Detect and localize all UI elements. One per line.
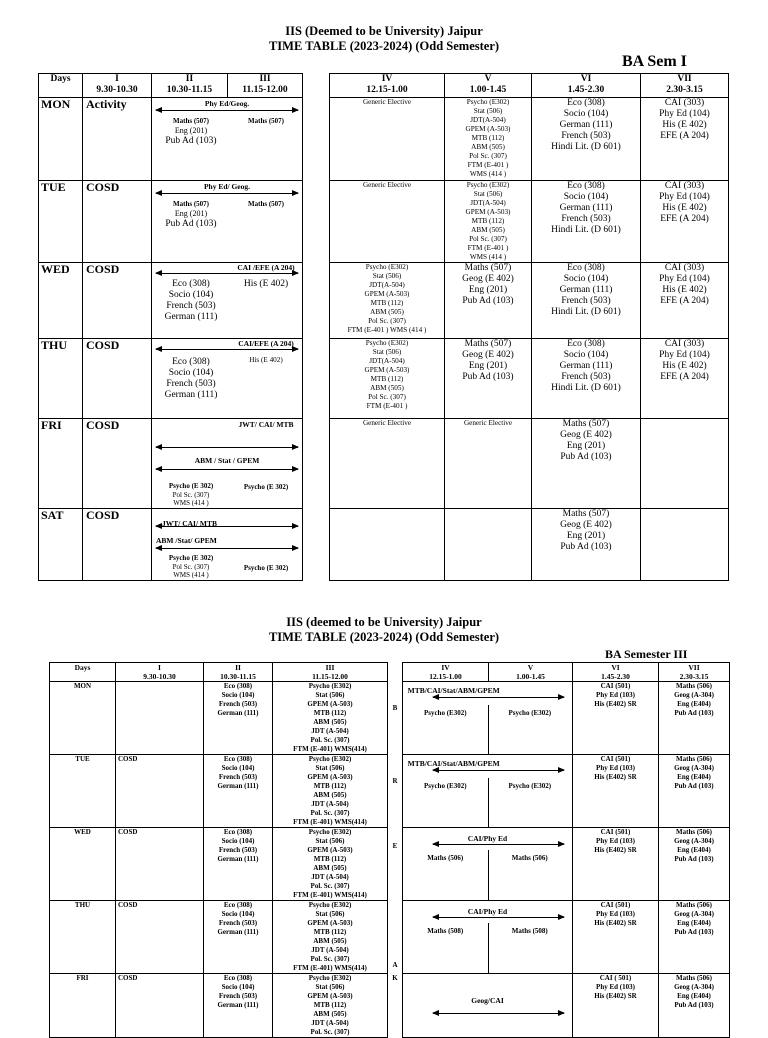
day-label: MON — [39, 98, 83, 181]
day-label: FRI — [39, 419, 83, 509]
period-3-course: His (E 402) — [243, 279, 289, 289]
period-4-cell: Psycho (E302) Stat (506) JDT(A-504) GPEM (A-503) MTB (112) ABM (505) Pol Sc. (307) FTM (E-401 ) WMS (414 ) — [330, 263, 445, 339]
day-row — [50, 828, 730, 901]
arrow-label: MTB/CAI/Stat/ABM/GPEM — [407, 759, 500, 768]
period-3-course: His (E 402) — [249, 356, 283, 364]
period-2-3-cell — [152, 419, 303, 509]
day-row — [50, 755, 730, 828]
break-letter: A — [392, 960, 398, 969]
period-3-cell: Psycho (E302) Stat (506) GPEM (A-503) MTB (112) ABM (505) JDT (A-504) Pol. Sc. (307) FTM (E-401) WMS(414) — [273, 682, 388, 755]
period-4-cell: Generic Elective — [330, 98, 445, 181]
period-2-3-cell — [152, 181, 303, 263]
period-2-courses: Eco (308) Socio (104) French (503) German (111) — [164, 279, 218, 322]
period-6-cell: CAI (501) Phy Ed (103) His (E402) SR — [573, 755, 659, 828]
day-row — [50, 682, 730, 755]
period-3-cell: Psycho (E302) Stat (506) GPEM (A-503) MTB (112) ABM (505) JDT (A-504) Pol. Sc. (307) — [273, 974, 388, 1038]
period-6-cell: Eco (308) Socio (104) German (111) French (503) Hindi Lit. (D 601) — [532, 263, 641, 339]
semester-label: BA Semester III — [605, 647, 688, 661]
period-4-course: Psycho (E302) — [423, 709, 467, 717]
break-column — [303, 419, 330, 509]
day-row — [39, 98, 729, 181]
day-label: THU — [50, 901, 116, 974]
period-2-courses: Maths (507) Eng (201) Pub Ad (103) — [165, 117, 217, 147]
span-arrow — [156, 273, 298, 274]
period-header: II 10.30-11.15 — [204, 663, 273, 682]
period-7-cell: CAI (303) Phy Ed (104) His (E 402) EFE (A 204) — [641, 98, 729, 181]
period-5-course: Maths (506) — [511, 854, 548, 862]
period-6-cell: CAI ( 501) Phy Ed (103) His (E402) SR — [573, 974, 659, 1038]
day-row — [50, 974, 730, 1038]
span-arrow — [433, 1013, 564, 1014]
day-row — [50, 901, 730, 974]
period-6-cell: Maths (507) Geog (E 402) Eng (201) Pub Ad (103) — [532, 509, 641, 581]
day-label: TUE — [39, 181, 83, 263]
period-6-cell: CAI (501) Phy Ed (103) His (E402) SR — [573, 828, 659, 901]
period-2-cell: Eco (308) Socio (104) French (503) German (111) — [204, 682, 273, 755]
period-6-cell: Eco (308) Socio (104) German (111) French (503) Hindi Lit. (D 601) — [532, 339, 641, 419]
period-header: I 9.30-10.30 — [116, 663, 204, 682]
period-header: V 1.00-1.45 — [489, 663, 573, 682]
period-4-cell — [330, 509, 445, 581]
period-header: VII 2.30-3.15 — [641, 74, 729, 98]
day-label: THU — [39, 339, 83, 419]
period-7-cell: CAI (303) Phy Ed (104) His (E 402) EFE (A 204) — [641, 339, 729, 419]
university-title: IIS (Deemed to be University) Jaipur — [285, 24, 483, 38]
break-column — [388, 663, 403, 682]
period-4-5-cell — [403, 901, 573, 974]
period-5-cell: Psycho (E302) Stat (506) JDT(A-504) GPEM (A-503) MTB (112) ABM (505) Pol Sc. (307) FTM (E-401 ) WMS (414 ) — [445, 181, 532, 263]
period-4-course: Maths (506) — [427, 854, 464, 862]
period-6-cell: Eco (308) Socio (104) German (111) French (503) Hindi Lit. (D 601) — [532, 98, 641, 181]
period-1-cell — [116, 682, 204, 755]
semester-label: BA Sem I — [622, 53, 687, 70]
break-column — [303, 98, 330, 181]
break-column — [388, 901, 403, 974]
arrow-label: ABM /Stat/ GPEM — [156, 536, 217, 545]
period-4-course: Maths (508) — [427, 927, 464, 935]
break-column — [303, 181, 330, 263]
break-column — [388, 682, 403, 755]
arrow-label: Phy Ed/ Geog. — [203, 182, 251, 191]
span-arrow — [433, 844, 564, 845]
period-3-cell: Psycho (E302) Stat (506) GPEM (A-503) MTB (112) ABM (505) JDT (A-504) Pol. Sc. (307) FTM (E-401) WMS(414) — [273, 755, 388, 828]
period-4-cell: Generic Elective — [330, 419, 445, 509]
period-1-cell: COSD — [83, 263, 152, 339]
period-header: IV 12.15-1.00 — [330, 74, 445, 98]
period-header: V 1.00-1.45 — [445, 74, 532, 98]
period-header: III 11.15-12.00 — [228, 74, 303, 98]
period-3-course: Maths (507) — [248, 117, 284, 125]
day-row — [39, 181, 729, 263]
arrow-label: JWT/ CAI/ MTB — [162, 519, 218, 528]
period-7-cell: CAI (303) Phy Ed (104) His (E 402) EFE (A 204) — [641, 181, 729, 263]
period-3-course: Psycho (E 302) — [243, 483, 289, 491]
period-5-cell: Maths (507) Geog (E 402) Eng (201) Pub Ad (103) — [445, 263, 532, 339]
timetable-sem-3 — [49, 662, 730, 1038]
period-5-cell: Generic Elective — [445, 419, 532, 509]
period-4-5-cell — [403, 974, 573, 1038]
period-7-cell: Maths (506) Geog (A-304) Eng (E404) Pub Ad (103) — [659, 755, 730, 828]
period-2-cell: Eco (308) Socio (104) French (503) German (111) — [204, 974, 273, 1038]
break-column — [388, 755, 403, 828]
arrow-label: JWT/ CAI/ MTB — [238, 420, 294, 429]
day-label: SAT — [39, 509, 83, 581]
break-letter: E — [392, 841, 398, 850]
period-2-cell: Eco (308) Socio (104) French (503) German (111) — [204, 901, 273, 974]
period-3-cell: Psycho (E302) Stat (506) GPEM (A-503) MTB (112) ABM (505) JDT (A-504) Pol. Sc. (307) FTM (E-401) WMS(414) — [273, 901, 388, 974]
span-arrow — [433, 697, 564, 698]
period-3-cell: Psycho (E302) Stat (506) GPEM (A-503) MTB (112) ABM (505) JDT (A-504) Pol. Sc. (307) FTM (E-401) WMS(414) — [273, 828, 388, 901]
span-arrow — [156, 349, 298, 350]
period-2-3-cell — [152, 98, 303, 181]
period-header: VI 1.45-2.30 — [573, 663, 659, 682]
period-1-cell: Activity — [83, 98, 152, 181]
period-header: II 10.30-11.15 — [152, 74, 228, 98]
arrow-label: Geog/CAI — [471, 996, 504, 1005]
day-row — [39, 509, 729, 581]
period-1-cell: COSD — [83, 509, 152, 581]
day-label: TUE — [50, 755, 116, 828]
period-7-cell: Maths (506) Geog (A-304) Eng (E404) Pub Ad (103) — [659, 974, 730, 1038]
period-4-cell: Generic Elective — [330, 181, 445, 263]
day-row — [39, 339, 729, 419]
arrow-label: MTB/CAI/Stat/ABM/GPEM — [407, 686, 500, 695]
period-2-3-cell — [152, 509, 303, 581]
days-header: Days — [50, 663, 116, 682]
period-6-cell: CAI (501) Phy Ed (103) His (E402) SR — [573, 682, 659, 755]
timetable-title: TIME TABLE (2023-2024) (Odd Semester) — [268, 630, 500, 644]
timetable-title: TIME TABLE (2023-2024) (Odd Semester) — [268, 39, 500, 53]
period-7-cell — [641, 419, 729, 509]
period-7-cell: Maths (506) Geog (A-304) Eng (E404) Pub Ad (103) — [659, 828, 730, 901]
period-5-cell: Maths (507) Geog (E 402) Eng (201) Pub Ad (103) — [445, 339, 532, 419]
arrow-label: CAI/Phy Ed — [467, 907, 508, 916]
period-2-cell: Eco (308) Socio (104) French (503) German (111) — [204, 755, 273, 828]
period-4-cell: Psycho (E302) Stat (506) JDT(A-504) GPEM (A-503) MTB (112) ABM (505) Pol Sc. (307) FTM (E-401 ) — [330, 339, 445, 419]
span-arrow — [156, 469, 298, 470]
break-letter: R — [392, 776, 398, 785]
period-5-cell — [445, 509, 532, 581]
period-1-cell: COSD — [83, 419, 152, 509]
period-1-cell: COSD — [116, 974, 204, 1038]
period-2-cell: Eco (308) Socio (104) French (503) German (111) — [204, 828, 273, 901]
period-4-5-cell — [403, 682, 573, 755]
period-1-cell: COSD — [116, 755, 204, 828]
period-2-3-cell — [152, 339, 303, 419]
header-row — [50, 663, 730, 682]
period-2-courses: Psycho (E 302) Pol Sc. (307) WMS (414 ) — [168, 482, 214, 507]
period-4-5-cell — [403, 828, 573, 901]
period-5-course: Psycho (E302) — [508, 782, 552, 790]
day-label: WED — [50, 828, 116, 901]
period-1-cell: COSD — [83, 339, 152, 419]
period-header: VII 2.30-3.15 — [659, 663, 730, 682]
period-6-cell: CAI (501) Phy Ed (103) His (E402) SR — [573, 901, 659, 974]
period-7-cell: Maths (506) Geog (A-304) Eng (E404) Pub Ad (103) — [659, 901, 730, 974]
day-label: MON — [50, 682, 116, 755]
day-label: WED — [39, 263, 83, 339]
period-7-cell: CAI (303) Phy Ed (104) His (E 402) EFE (A 204) — [641, 263, 729, 339]
break-column — [388, 828, 403, 901]
period-4-5-cell — [403, 755, 573, 828]
days-header: Days — [39, 74, 83, 98]
break-letter: K — [392, 973, 398, 982]
period-header: VI 1.45-2.30 — [532, 74, 641, 98]
period-2-3-cell — [152, 263, 303, 339]
span-arrow — [156, 526, 298, 527]
period-6-cell: Eco (308) Socio (104) German (111) French (503) Hindi Lit. (D 601) — [532, 181, 641, 263]
arrow-label: CAI /EFE (A 204) — [237, 263, 295, 272]
break-column — [303, 339, 330, 419]
break-letter: B — [392, 703, 398, 712]
period-5-cell: Psycho (E302) Stat (506) JDT(A-504) GPEM (A-503) MTB (112) ABM (505) Pol Sc. (307) FTM (E-401 ) WMS (414 ) — [445, 98, 532, 181]
period-6-cell: Maths (507) Geog (E 402) Eng (201) Pub Ad (103) — [532, 419, 641, 509]
period-header: I 9.30-10.30 — [83, 74, 152, 98]
period-7-cell — [641, 509, 729, 581]
header-row — [39, 74, 729, 98]
span-arrow — [156, 548, 298, 549]
period-2-courses: Maths (507) Eng (201) Pub Ad (103) — [165, 200, 217, 230]
span-arrow — [433, 770, 564, 771]
day-row — [39, 263, 729, 339]
period-1-cell: COSD — [116, 828, 204, 901]
break-column — [303, 74, 330, 98]
day-label: FRI — [50, 974, 116, 1038]
arrow-label: Phy Ed/Geog. — [204, 99, 250, 108]
period-4-course: Psycho (E302) — [423, 782, 467, 790]
timetable-sem-1 — [38, 73, 729, 581]
break-column — [388, 974, 403, 1038]
period-5-course: Maths (508) — [511, 927, 548, 935]
break-column — [303, 263, 330, 339]
span-arrow — [156, 110, 298, 111]
period-1-cell: COSD — [83, 181, 152, 263]
span-arrow — [433, 917, 564, 918]
span-arrow — [156, 447, 298, 448]
arrow-label: CAI/Phy Ed — [467, 834, 508, 843]
period-3-course: Maths (507) — [248, 200, 284, 208]
period-header: III 11.15-12.00 — [273, 663, 388, 682]
period-7-cell: Maths (506) Geog (A-304) Eng (E404) Pub Ad (103) — [659, 682, 730, 755]
arrow-label: ABM / Stat / GPEM — [194, 456, 260, 465]
period-2-courses: Eco (308) Socio (104) French (503) German (111) — [164, 357, 218, 400]
university-title: IIS (deemed to be University) Jaipur — [286, 615, 482, 629]
day-row — [39, 419, 729, 509]
period-3-course: Psycho (E 302) — [243, 564, 289, 572]
arrow-label: CAI/EFE (A 204) — [238, 339, 294, 348]
period-5-course: Psycho (E302) — [508, 709, 552, 717]
period-header: IV 12.15-1.00 — [403, 663, 489, 682]
break-column — [303, 509, 330, 581]
period-1-cell: COSD — [116, 901, 204, 974]
period-2-courses: Psycho (E 302) Pol Sc. (307) WMS (414 ) — [168, 554, 214, 579]
span-arrow — [156, 193, 298, 194]
